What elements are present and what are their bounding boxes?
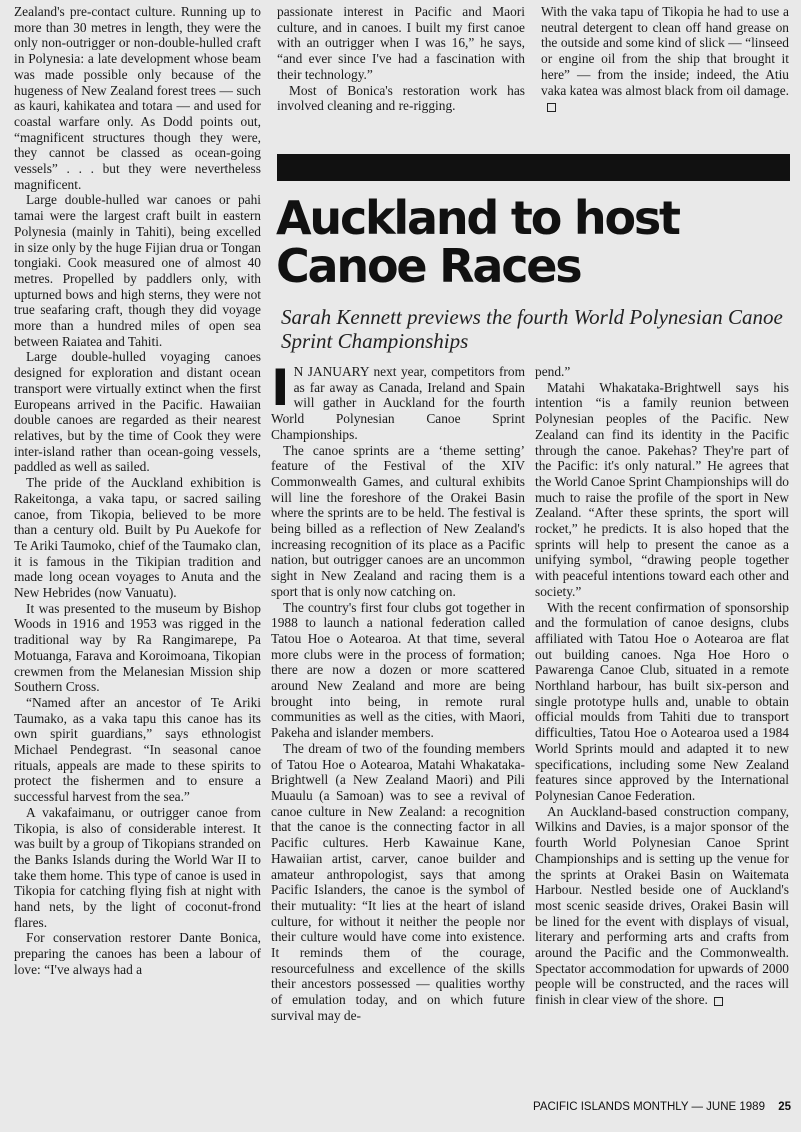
paragraph: The canoe sprints are a ‘theme setting’ feature of the Festival of the XIV Commonwealth Games, and cultural exhibits will line the foreshore of the Orakei Basin where the sprints are to be held. The festival is being billed as a reflection of New Zealand's increasing recognition of its place as a Pacific nation, but outrigger canoes are an uncommon sight in New Zealand and racing them is a sport that is only now catching on. [271, 442, 525, 599]
article-right-column [535, 364, 789, 1008]
article-middle-column [271, 359, 525, 1024]
end-mark-icon [714, 997, 723, 1006]
section-divider-bar [277, 154, 790, 181]
paragraph: Large double-hulled voyaging canoes designed for exploration and distant ocean transport were virtually extinct when the first Europeans arrived in the Pacific. Hawaiian double canoes are regarded as their nearest relatives, but by the time of Cook they were inter-island rather than ocean-going vessels, paddled as well as sailed. [14, 349, 261, 475]
end-mark-icon [547, 103, 556, 112]
paragraph-text: With the vaka tapu of Tikopia he had to use a neutral detergent to clean off hand grease on the outside and some kind of slick — “linseed or engine oil from the ship that brought it here” — from the inside; indeed, the Atiu vaka katea was almost black from oil damage. [541, 4, 789, 98]
page-footer [533, 1101, 791, 1113]
paragraph: pend.” [535, 364, 571, 379]
lead-paragraph [271, 359, 525, 443]
middle-top-text-column [277, 4, 525, 114]
paragraph: The pride of the Auckland exhibition is Rakeitonga, a vaka tapu, or sacred sailing canoe, from Tikopia, believed to be more than a century old. Built by Pu Auekofe for Te Ariki Taumoko, chief of the Taumako clan, it is famous in the Tikipian tradition and made long ocean voyages to Anuta and the New Hebrides (now Vanuatu). [14, 475, 261, 601]
paragraph: It was presented to the museum by Bishop Woods in 1916 and 1953 was rigged in the traditional way by Ra Rangimarepe, Pa Motuanga, Farava and Koroimoana, Tikopian crewmen from the Melanesian Mission ship Southern Cross. [14, 600, 261, 695]
paragraph [541, 4, 789, 114]
publication-line: PACIFIC ISLANDS MONTHLY — JUNE 1989 [533, 1101, 765, 1113]
paragraph [535, 804, 789, 1008]
drop-cap: I [271, 359, 290, 417]
paragraph: Matahi Whakataka-Brightwell says his intention “is a family reunion between Polynesian peoples of the Pacific. New Zealand can find its identity in the Pacific through the canoe. Pakehas? They're part of the Pacific: it's only natural.” He agrees that the World Canoe Sprint Championships will do much to raise the profile of the sport in New Zealand. “After these sprints, the sport will rocket,” he predicts. It is also hoped that the sprints will help to present the canoe as a unifying symbol, “drawing people together with peaceful intentions toward each other and society.” [535, 379, 789, 599]
article-standfirst: Sarah Kennett previews the fourth World Polynesian Canoe Sprint Championships [281, 305, 783, 353]
paragraph: With the recent confirmation of sponsorship and the formulation of canoe designs, clubs affiliated with Tatou Hoe o Aotearoa are flat out building canoes. Nga Hoe Horo o Pawarenga Canoe Club, situated in a remote Northland harbour, has built six-person and single prototype hulls and, unable to obtain official moulds from Tahiti due to transport difficulties, Tatou Hoe o Aotearoa used a 1984 World Sprints mould and adapted it to new specifications, including some New Zealand features since approved by the International Polynesian Canoe Federation. [535, 599, 789, 803]
paragraph: Large double-hulled war canoes or pahi tamai were the largest craft built in eastern Polynesia (mainly in Tahiti), being excelled in size only by the huge Fijian drua or Tongan tongiaki. Cook measured one of almost 40 metres. Propelled by paddlers only, with upturned bows and high sterns, they were not true seafaring craft, though they did voyage more than a hundred miles of open sea between Raiatea and Tahiti. [14, 192, 261, 349]
left-text-column [14, 4, 261, 978]
right-top-text-column [541, 4, 789, 114]
paragraph: “Named after an ancestor of Te Ariki Taumako, as a vaka tapu this canoe has its own spirit guardians,” says ethnologist Michael Pendegrast. “In seasonal canoe rituals, appeals are made to these spirits to protect the fishermen and to ensure a successful harvest from the sea.” [14, 694, 261, 805]
paragraph: Most of Bonica's restoration work has involved cleaning and re-rigging. [277, 82, 525, 114]
paragraph-text: An Auckland-based construction company, Wilkins and Davies, is a major sponsor of the fourth World Polynesian Canoe Sprint Championships and is setting up the venue for the sprints at Orakei Basin on Waitemata Harbour. Nestled beside one of Auckland's most scenic seaside drives, Orakei Basin will be lined for the event with displays of visual, literary and performing arts and crafts from around the Pacific and the Commonwealth. Spectator accommodation for upwards of 2000 people will be constructed, and the races will finish in clear view of the shore. [535, 803, 789, 1008]
paragraph: The dream of two of the founding members of Tatou Hoe o Aotearoa, Matahi Whakataka-Brightwell (a New Zealand Maori) and Pili Muaulu (a Samoan) was to see a revival of canoe culture in New Zealand: a recognition that the canoe is the connecting factor in all Pacific cultures. Herb Kawainue Kane, Hawaiian artist, carver, canoe builder and amateur anthropologist, says that among Pacific Islanders, the canoe is the symbol of their mutuality: “It lies at the heart of island culture, for without it neither the people nor their culture would have come into existence. It reminds them of the courage, resourcefulness and excellence of the skills their ancestors possessed — qualities worthy of emulation today, and on which future survival may de- [271, 740, 525, 1023]
paragraph: For conservation restorer Dante Bonica, preparing the canoes has been a labour of love: “I've always had a [14, 930, 261, 977]
paragraph: The country's first four clubs got together in 1988 to launch a national federation called Tatou Hoe o Aotearoa. At that time, several more clubs were in the process of formation; there are now a dozen or more scattered around New Zealand and more are being brought into being, in remote rural communities as well as the cities, with Maori, Pakeha and islander members. [271, 599, 525, 741]
page-number: 25 [778, 1101, 791, 1113]
lead-text: N JANUARY next year, competitors from as far away as Canada, Ireland and Spain will gather in Auckland for the fourth World Polynesian Canoe Sprint Championships. [271, 364, 525, 442]
paragraph: passionate interest in Pacific and Maori culture, and in canoes. I built my first canoe with an outrigger when I was 16,” he says, “and ever since I've had a fascination with their technology.” [277, 4, 525, 82]
article-headline: Auckland to host Canoe Races [276, 191, 679, 293]
paragraph: Zealand's pre-contact culture. Running up to more than 30 metres in length, they were the only non-outrigger or non-double-hulled craft in Polynesia: a late development whose beam was made possible only because of the hugeness of New Zealand forest trees — such as kauri, kahikatea and totara — and used for coastal warfare only. As Dodd points out, “magnificent structures though they were, they cannot be classed as ocean-going vessels” . . . but they were nevertheless magnificent. [14, 4, 261, 192]
paragraph: A vakafaimanu, or outrigger canoe from Tikopia, is also of considerable interest. It was built by a group of Tikopians stranded on the Banks Islands during the World War II to take them home. This type of canoe is used in Tikopia for catching flying fish at night with hand nets, by the light of coconut-frond flares. [14, 804, 261, 930]
